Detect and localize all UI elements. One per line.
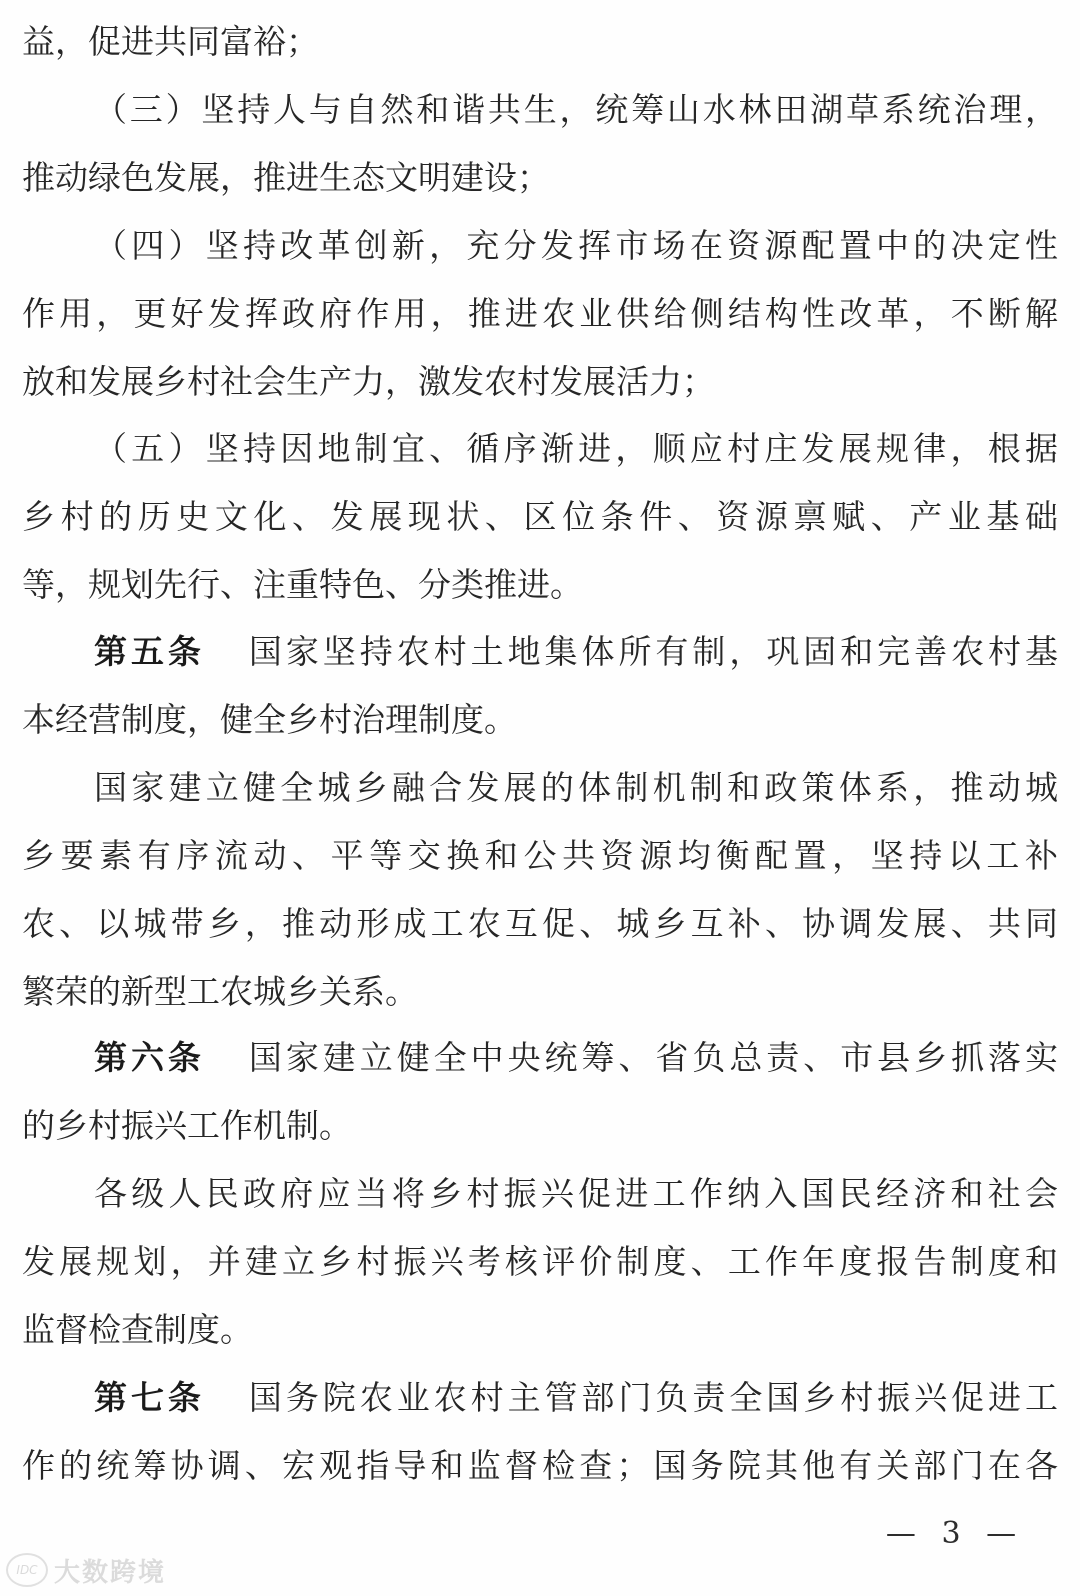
text-line: 放和发展乡村社会生产力，激发农村发展活力； xyxy=(22,362,715,401)
text-line: 监督检查制度。 xyxy=(22,1310,253,1349)
article-number: 第六条 xyxy=(94,1038,205,1077)
paragraph-item-4 xyxy=(22,212,1058,416)
text-line: 国家建立健全城乡融合发展的体制机制和政策体系，推动城 xyxy=(94,768,1058,807)
text-line: 农、以城带乡，推动形成工农互促、城乡互补、协调发展、共同 xyxy=(22,904,1058,943)
text-line: 等，规划先行、注重特色、分类推进。 xyxy=(22,565,583,604)
article-text: 国家建立健全中央统筹、省负总责、市县乡抓落实 xyxy=(248,1038,1058,1077)
article-number: 第七条 xyxy=(94,1378,205,1417)
text-line: 的乡村振兴工作机制。 xyxy=(22,1106,352,1145)
text-line: 推动绿色发展，推进生态文明建设； xyxy=(22,158,550,197)
text-line xyxy=(22,1364,1058,1432)
text-line: 乡村的历史文化、发展现状、区位条件、资源禀赋、产业基础 xyxy=(22,497,1058,536)
paragraph-item-3 xyxy=(22,76,1058,212)
text-line xyxy=(22,1024,1058,1092)
text-line: 各级人民政府应当将乡村振兴促进工作纳入国民经济和社会 xyxy=(94,1174,1058,1213)
text-line: 本经营制度，健全乡村治理制度。 xyxy=(22,700,517,739)
paragraph-continuation xyxy=(22,8,1058,76)
article-number: 第五条 xyxy=(94,632,205,671)
article-6-paragraph-2 xyxy=(22,1160,1058,1364)
text-line: 益，促进共同富裕； xyxy=(22,22,319,61)
article-5-paragraph-2 xyxy=(22,754,1058,1026)
text-line: 作的统筹协调、宏观指导和监督检查；国务院其他有关部门在各 xyxy=(22,1446,1058,1485)
article-text: 国务院农业农村主管部门负责全国乡村振兴促进工 xyxy=(248,1378,1058,1417)
text-line: 作用，更好发挥政府作用，推进农业供给侧结构性改革，不断解 xyxy=(22,294,1058,333)
article-5 xyxy=(22,618,1058,754)
article-text: 国家坚持农村土地集体所有制，巩固和完善农村基 xyxy=(248,632,1058,671)
watermark-logo-icon: IDC xyxy=(6,1553,48,1587)
text-line: 乡要素有序流动、平等交换和公共资源均衡配置，坚持以工补 xyxy=(22,836,1058,875)
watermark xyxy=(6,1548,166,1592)
article-7 xyxy=(22,1364,1058,1500)
text-line: 繁荣的新型工农城乡关系。 xyxy=(22,972,418,1011)
page-number: — 3 — xyxy=(885,1516,1025,1551)
text-line: （四）坚持改革创新，充分发挥市场在资源配置中的决定性 xyxy=(94,226,1058,265)
text-line: （五）坚持因地制宜、循序渐进，顺应村庄发展规律，根据 xyxy=(94,429,1058,468)
watermark-text: 大数跨境 xyxy=(54,1557,167,1588)
paragraph-item-5 xyxy=(22,415,1058,619)
text-line: 发展规划，并建立乡村振兴考核评价制度、工作年度报告制度和 xyxy=(22,1242,1058,1281)
text-line xyxy=(22,618,1058,686)
text-line: （三）坚持人与自然和谐共生，统筹山水林田湖草系统治理， xyxy=(94,90,1058,129)
article-6 xyxy=(22,1024,1058,1160)
